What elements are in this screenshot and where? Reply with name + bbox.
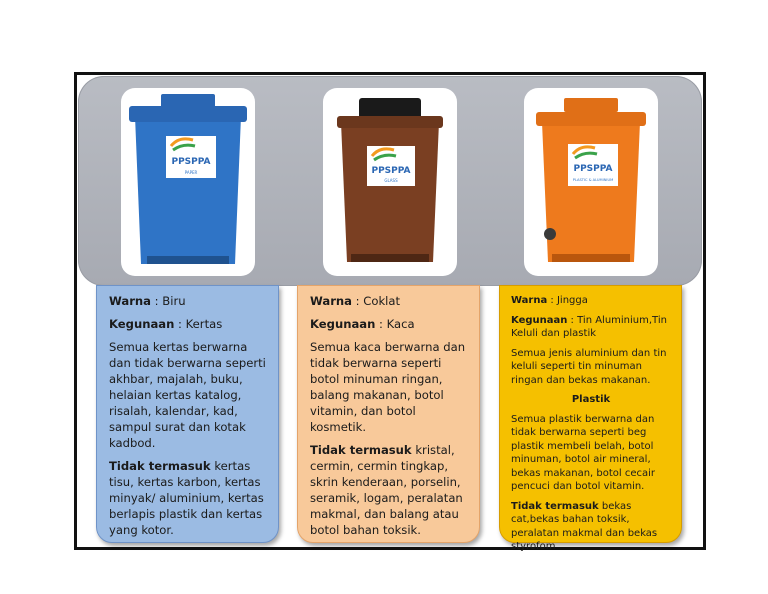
brown-bin-photo — [323, 88, 457, 276]
warna-value: Biru — [162, 294, 186, 308]
description: Semua kertas berwarna dan tidak berwarna seperti akhbar, majalah, buku, helaian kertas katalog, risalah, kalendar, kad, sampul surat dan kotak kadbod. — [109, 339, 266, 450]
warna-label: Warna — [310, 294, 352, 308]
paper-bin-card — [96, 285, 279, 543]
glass-bin-card — [297, 285, 480, 543]
description: Semua jenis aluminium dan tin keluli seperti tin minuman ringan dan bekas makanan. — [511, 347, 667, 386]
kegunaan-label: Kegunaan — [310, 316, 376, 331]
blue-bin-tag-text: PAPER — [184, 170, 198, 175]
orange-bin-illustration — [524, 88, 658, 276]
brown-bin-body — [341, 122, 439, 262]
orange-bin-tag-text: PLASTIC & ALUMINIUM — [572, 178, 614, 182]
orange-bin-photo — [524, 88, 658, 276]
plastic-description: Semua plastik berwarna dan tidak berwarna seperti beg plastik membeli belah, botol minuman, botol air mineral, bekas makanan, botol cecair pencuci dan botol vitamin. — [511, 413, 656, 492]
kegunaan-line: Kegunaan : Tin Aluminium,Tin Keluli dan plastik — [511, 314, 667, 339]
brown-bin-rim — [337, 116, 443, 128]
warna-line: Warna : Biru — [109, 294, 186, 308]
orange-bin-body — [542, 122, 640, 262]
plastic-aluminium-bin-card — [499, 285, 682, 552]
warna-line: Warna : Coklat — [310, 294, 401, 308]
blue-bin-base — [147, 256, 229, 264]
brown-bin-base — [351, 254, 429, 262]
warna-value: Coklat — [363, 294, 401, 308]
brown-bin-illustration — [323, 88, 457, 276]
kegunaan-label: Kegunaan — [511, 314, 568, 326]
kegunaan-value: Kertas — [185, 316, 223, 331]
description: Semua kaca berwarna dan tidak berwarna seperti botol minuman ringan, balang makanan, botol vitamin, dan botol kosmetik. — [310, 339, 466, 434]
brown-bin-tag-text: GLASS — [384, 178, 398, 183]
exclusions — [511, 500, 671, 554]
orange-bin-handle — [564, 98, 618, 112]
exclusions — [310, 443, 469, 539]
orange-bin-lid — [536, 112, 646, 126]
plastic-subheading-text: Plastik — [571, 394, 611, 405]
warna-value: Jingga — [556, 295, 588, 306]
orange-bin-wheel — [544, 228, 556, 240]
exclusions-value: kristal, cermin, cermin tingkap, skrin kenderaan, porselin, seramik, logam, peralatan makmal, dan balang atau botol bahan toksik. — [310, 442, 463, 537]
blue-bin-logo-text: PPSPPA — [171, 157, 211, 167]
kegunaan-value: Tin Aluminium,Tin Keluli dan plastik — [511, 314, 667, 339]
exclusions-label: Tidak termasuk — [511, 500, 599, 512]
exclusions-label: Tidak termasuk — [310, 442, 412, 457]
kegunaan-value: Kaca — [386, 316, 415, 331]
warna-line: Warna : Jingga — [511, 295, 588, 306]
brown-bin-logo-text: PPSPPA — [371, 166, 411, 176]
warna-label: Warna — [511, 295, 548, 306]
blue-bin-illustration — [121, 88, 255, 276]
plastic-subheading — [511, 393, 671, 407]
blue-bin-lid — [129, 106, 247, 122]
orange-bin-base — [552, 254, 630, 262]
orange-bin-logo-text: PPSPPA — [573, 164, 613, 174]
exclusions-label: Tidak termasuk — [109, 458, 211, 473]
exclusions-value: kertas tisu, kertas karbon, kertas minyak/ aluminium, kertas berlapis plastik dan kertas yang kotor. — [109, 458, 264, 537]
blue-bin-photo — [121, 88, 255, 276]
exclusions-value: bekas cat,bekas bahan toksik, peralatan makmal dan bekas styrofom — [511, 500, 658, 552]
warna-label: Warna — [109, 294, 151, 308]
blue-bin-handle — [161, 94, 215, 108]
kegunaan-line: Kegunaan : Kaca — [310, 316, 415, 331]
kegunaan-label: Kegunaan — [109, 316, 175, 331]
kegunaan-line: Kegunaan : Kertas — [109, 316, 223, 331]
exclusions — [109, 459, 268, 539]
